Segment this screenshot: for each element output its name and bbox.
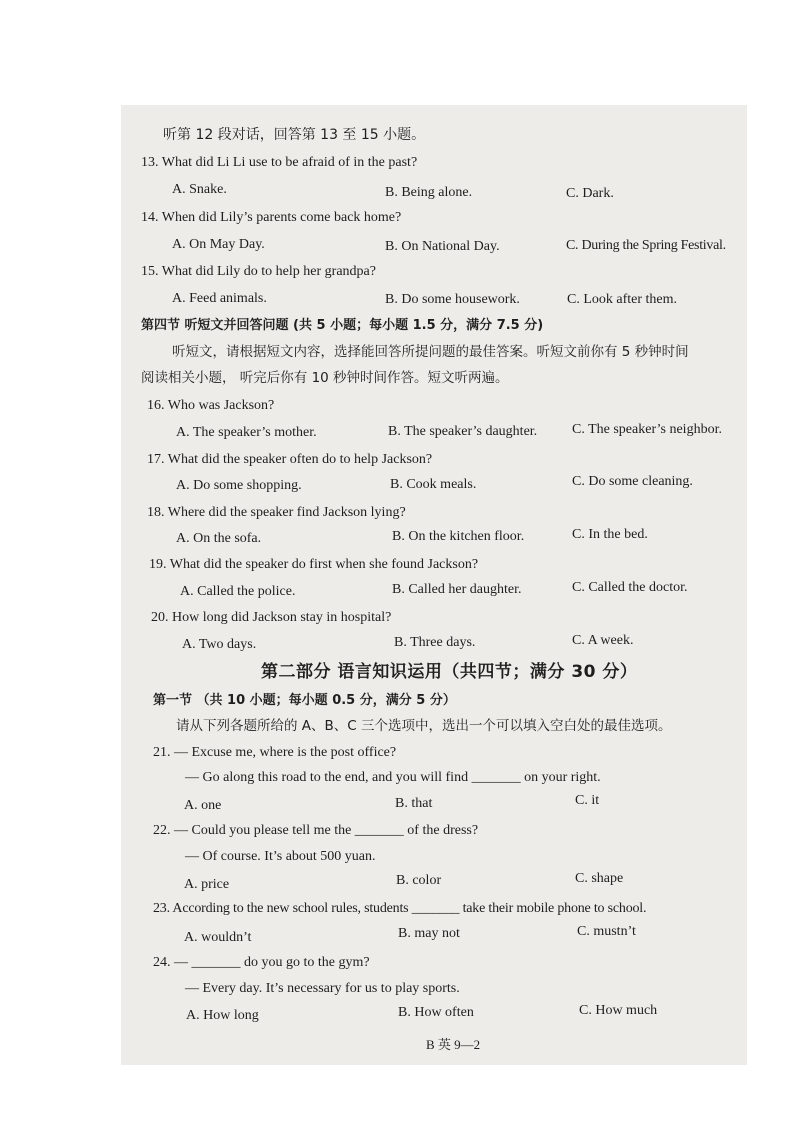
q16-option-b: B. The speaker’s daughter. (388, 424, 538, 439)
q24-option-c: C. How much (579, 1003, 658, 1018)
q20-option-b: B. Three days. (394, 635, 476, 650)
part-2-instruction: 请从下列各题所给的 A、B、C 三个选项中，选出一个可以填入空白处的最佳选项。 (176, 718, 672, 734)
q13-option-a: A. Snake. (172, 182, 227, 197)
question-24: 24. — _______ do you go to the gym? (153, 955, 370, 970)
q19-option-c: C. Called the doctor. (572, 580, 688, 595)
section-4-instruction-line-1: 听短文，请根据短文内容，选择能回答所提问题的最佳答案。听短文前你有 5 秒钟时间 (172, 344, 689, 360)
q23-option-c: C. mustn’t (577, 924, 636, 939)
part-2-section-1-title: 第一节 （共 10 小题；每小题 0.5 分，满分 5 分） (153, 693, 456, 708)
exam-page (121, 105, 747, 1065)
q21-option-a: A. one (184, 798, 222, 813)
question-23: 23. According to the new school rules, students _______ take their mobile phone to school. (153, 901, 647, 916)
q13-option-c: C. Dark. (566, 186, 614, 201)
q19-option-a: A. Called the police. (180, 584, 296, 599)
question-15: 15. What did Lily do to help her grandpa? (141, 264, 376, 279)
question-24-reply: — Every day. It’s necessary for us to play sports. (185, 981, 460, 996)
q13-option-b: B. Being alone. (385, 185, 473, 200)
q15-option-c: C. Look after them. (567, 292, 678, 307)
question-16: 16. Who was Jackson? (147, 398, 275, 413)
question-13: 13. What did Li Li use to be afraid of in the past? (141, 155, 418, 170)
q20-option-a: A. Two days. (182, 637, 257, 652)
dialogue-intro: 听第 12 段对话，回答第 13 至 15 小题。 (163, 127, 426, 143)
question-17: 17. What did the speaker often do to help Jackson? (147, 452, 433, 467)
part-2-title: 第二部分 语言知识运用（共四节；满分 30 分） (261, 662, 638, 682)
question-22-reply: — Of course. It’s about 500 yuan. (185, 849, 376, 864)
q22-option-b: B. color (396, 873, 442, 888)
q20-option-c: C. A week. (572, 633, 634, 648)
q21-option-c: C. it (575, 793, 600, 808)
question-21-reply: — Go along this road to the end, and you will find _______ on your right. (185, 770, 601, 785)
q14-option-b: B. On National Day. (385, 239, 500, 254)
question-14: 14. When did Lily’s parents come back home? (141, 210, 402, 225)
q18-option-b: B. On the kitchen floor. (392, 529, 525, 544)
q23-option-b: B. may not (398, 926, 460, 941)
q15-option-a: A. Feed animals. (172, 291, 267, 306)
question-18: 18. Where did the speaker find Jackson lying? (147, 505, 406, 520)
q21-option-b: B. that (395, 796, 433, 811)
q23-option-a: A. wouldn’t (184, 930, 252, 945)
page-footer: B 英 9—2 (426, 1037, 481, 1052)
question-19: 19. What did the speaker do first when she found Jackson? (149, 557, 479, 572)
q22-option-c: C. shape (575, 871, 624, 886)
q17-option-a: A. Do some shopping. (176, 478, 302, 493)
q24-option-a: A. How long (186, 1008, 259, 1023)
section-4-instruction-line-2: 阅读相关小题， 听完后你有 10 秒钟时间作答。短文听两遍。 (141, 370, 509, 386)
q15-option-b: B. Do some housework. (385, 292, 520, 307)
q22-option-a: A. price (184, 877, 230, 892)
q16-option-a: A. The speaker’s mother. (176, 425, 317, 440)
q18-option-c: C. In the bed. (572, 527, 648, 542)
q19-option-b: B. Called her daughter. (392, 582, 522, 597)
q24-option-b: B. How often (398, 1005, 474, 1020)
q17-option-c: C. Do some cleaning. (572, 474, 693, 489)
q16-option-c: C. The speaker’s neighbor. (572, 422, 722, 437)
question-22: 22. — Could you please tell me the _______ of the dress? (153, 823, 479, 838)
section-4-title: 第四节 听短文并回答问题 (共 5 小题；每小题 1.5 分，满分 7.5 分) (141, 318, 544, 333)
q17-option-b: B. Cook meals. (390, 477, 477, 492)
q14-option-a: A. On May Day. (172, 237, 265, 252)
question-21: 21. — Excuse me, where is the post office? (153, 745, 397, 760)
question-20: 20. How long did Jackson stay in hospital? (151, 610, 392, 625)
q18-option-a: A. On the sofa. (176, 531, 262, 546)
q14-option-c: C. During the Spring Festival. (566, 238, 726, 253)
